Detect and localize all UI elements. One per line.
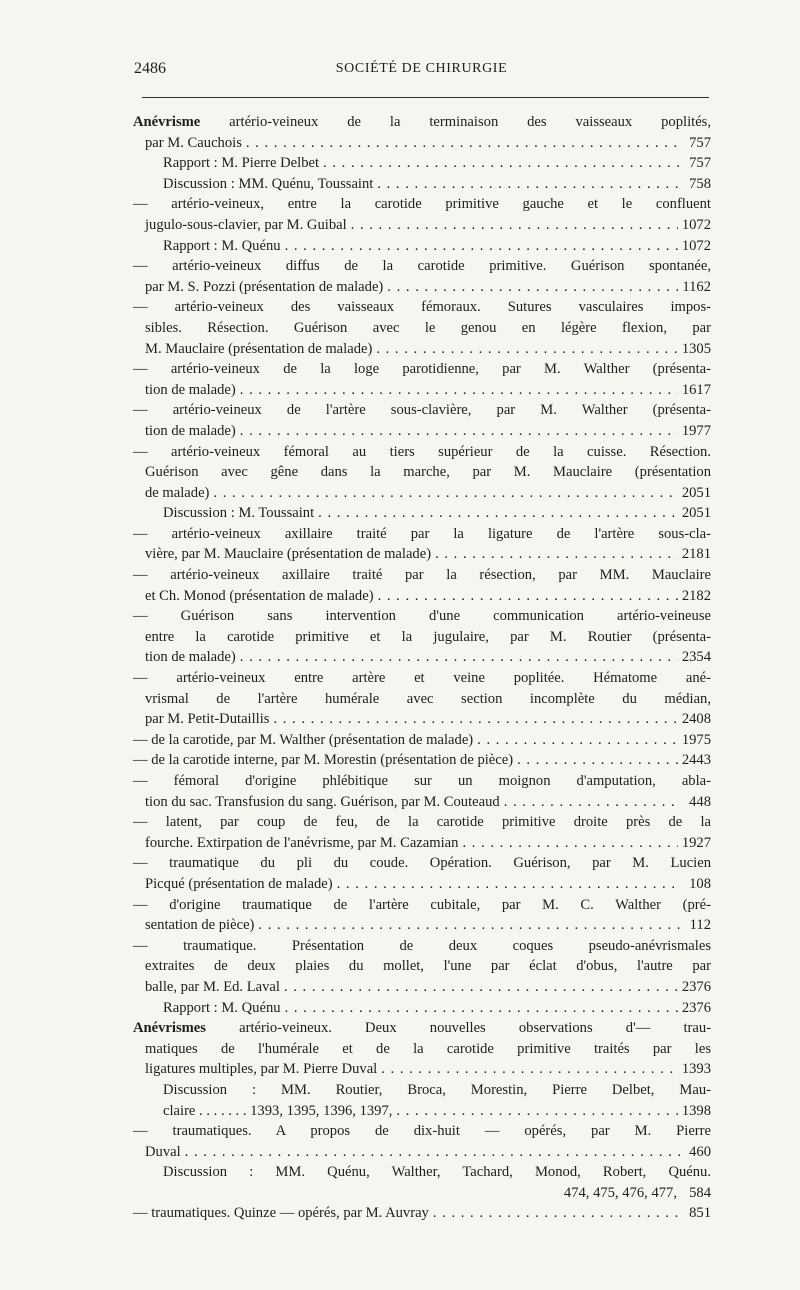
page-reference: 1398 xyxy=(681,1102,711,1119)
index-line xyxy=(133,339,711,360)
dot-leader xyxy=(284,977,678,998)
entry-text: — artério-veineux de la loge parotidienne, par M. Walther (présenta- xyxy=(133,361,711,378)
dot-leader xyxy=(213,483,677,504)
index-entry xyxy=(133,1203,711,1224)
index-line xyxy=(133,318,711,339)
dot-leader xyxy=(462,833,677,854)
index-line xyxy=(133,215,711,236)
entry-text: — traumatiques. Quinze — opérés, par M. Auvray xyxy=(133,1205,429,1222)
index-list xyxy=(133,112,711,1224)
running-title: SOCIÉTÉ DE CHIRURGIE xyxy=(335,61,508,76)
index-entry xyxy=(133,400,711,441)
index-line xyxy=(133,586,711,607)
entry-text: — artério-veineux axillaire traité par la ligature de l'artère sous-cla- xyxy=(133,525,711,542)
page-reference: 2408 xyxy=(681,711,711,728)
index-line xyxy=(133,133,711,154)
index-entry xyxy=(133,565,711,606)
index-line xyxy=(133,359,711,380)
index-line xyxy=(133,709,711,730)
page-reference: 2051 xyxy=(681,484,711,501)
index-entry xyxy=(133,606,711,668)
dot-leader xyxy=(433,1203,681,1224)
page-reference: 1975 xyxy=(681,731,711,748)
entry-text: Discussion : MM. Quénu, Toussaint xyxy=(163,175,374,192)
index-line xyxy=(133,647,711,668)
dot-leader xyxy=(435,544,678,565)
index-line xyxy=(133,853,711,874)
page-reference: 2181 xyxy=(681,546,711,563)
index-line xyxy=(133,606,711,627)
dot-leader xyxy=(258,915,681,936)
index-entry xyxy=(133,853,711,894)
index-line xyxy=(133,256,711,277)
page-reference: 108 xyxy=(689,875,711,892)
entry-text: par M. Cauchois xyxy=(145,134,242,151)
page-reference: 1305 xyxy=(681,340,711,357)
entry-text: fourche. Extirpation de l'anévrisme, par M. Cazamian xyxy=(145,834,459,851)
dot-leader xyxy=(285,236,678,257)
index-line xyxy=(133,1203,711,1224)
entry-text: Picqué (présentation de malade) xyxy=(145,875,333,892)
entry-text: claire . . . . . . . 1393, 1395, 1396, 1397, xyxy=(163,1102,393,1119)
entry-text: — artério-veineux entre artère et veine poplitée. Hématome ané- xyxy=(133,670,711,687)
index-line xyxy=(133,462,711,483)
index-line xyxy=(133,689,711,710)
entry-text: vrismal de l'artère humérale avec section incomplète du médian, xyxy=(145,690,711,707)
entry-text: de malade) xyxy=(145,484,210,501)
index-line xyxy=(133,936,711,957)
dot-leader xyxy=(396,1101,677,1122)
index-line xyxy=(163,1101,711,1122)
index-entry xyxy=(133,524,711,565)
page-reference: 2376 xyxy=(681,978,711,995)
index-line xyxy=(133,730,711,751)
entry-text: tion du sac. Transfusion du sang. Guérison, par M. Couteaud xyxy=(145,793,500,810)
index-line xyxy=(163,153,711,174)
index-line xyxy=(133,915,711,936)
index-line xyxy=(133,1121,711,1142)
index-entry xyxy=(133,895,711,936)
index-line xyxy=(133,421,711,442)
page-reference: 757 xyxy=(689,134,711,151)
page-reference: 2443 xyxy=(681,752,711,769)
index-line xyxy=(133,956,711,977)
index-line xyxy=(133,874,711,895)
dot-leader xyxy=(285,998,678,1019)
index-line xyxy=(133,750,711,771)
dot-leader xyxy=(387,277,678,298)
index-line xyxy=(133,833,711,854)
entry-text: matiques de l'humérale et de la carotide primitive traités par les xyxy=(145,1040,711,1057)
index-line xyxy=(133,792,711,813)
entry-text: — d'origine traumatique de l'artère cubitale, par M. C. Walther (pré- xyxy=(133,896,711,913)
index-line xyxy=(133,812,711,833)
dot-leader xyxy=(318,503,678,524)
index-entry xyxy=(133,174,711,195)
page-reference: 1072 xyxy=(681,237,711,254)
index-line xyxy=(133,771,711,792)
entry-text: Rapport : M. Quénu xyxy=(163,237,281,254)
entry-text: — Guérison sans intervention d'une communication artério-veineuse xyxy=(133,608,711,625)
index-entry xyxy=(133,236,711,257)
index-line xyxy=(133,400,711,421)
index-line xyxy=(133,895,711,916)
entry-text: — de la carotide interne, par M. Morestin (présentation de pièce) xyxy=(133,752,514,769)
page-reference: 1927 xyxy=(681,834,711,851)
index-line xyxy=(133,297,711,318)
index-entry xyxy=(133,771,711,812)
index-line xyxy=(133,977,711,998)
page-reference: 448 xyxy=(689,793,711,810)
page-reference: 757 xyxy=(689,155,711,172)
page-reference: 2182 xyxy=(681,587,711,604)
page-reference: 758 xyxy=(689,175,711,192)
index-line xyxy=(163,1183,711,1204)
entry-text: M. Mauclaire (présentation de malade) xyxy=(145,340,373,357)
page-reference: 1393 xyxy=(681,1061,711,1078)
dot-leader xyxy=(240,380,678,401)
index-line xyxy=(133,380,711,401)
entry-text: ligatures multiples, par M. Pierre Duval xyxy=(145,1061,378,1078)
entry-text: — artério-veineux diffus de la carotide primitive. Guérison spontanée, xyxy=(133,258,711,275)
index-line xyxy=(163,1162,711,1183)
dot-leader xyxy=(504,792,681,813)
page-reference: 1072 xyxy=(681,216,711,233)
entry-text: Rapport : M. Quénu xyxy=(163,999,281,1016)
index-entry xyxy=(133,153,711,174)
page-reference: 584 xyxy=(689,1184,711,1201)
dot-leader xyxy=(337,874,681,895)
index-entry xyxy=(133,998,711,1019)
page-reference: 2051 xyxy=(681,505,711,522)
index-line xyxy=(133,194,711,215)
dot-leader xyxy=(376,339,677,360)
index-entry xyxy=(133,194,711,235)
entry-text: — artério-veineux axillaire traité par la résection, par MM. Mauclaire xyxy=(133,567,711,584)
header-rule xyxy=(142,97,709,98)
dot-leader xyxy=(323,153,681,174)
dot-leader xyxy=(477,730,678,751)
entry-text: — de la carotide, par M. Walther (présentation de malade) xyxy=(133,731,474,748)
entry-text: extraites de deux plaies du mollet, l'une par éclat d'obus, l'autre par xyxy=(145,958,711,975)
entry-text: Anévrisme artério-veineux de la terminaison des vaisseaux poplités, xyxy=(133,114,711,130)
index-line xyxy=(133,627,711,648)
index-line xyxy=(133,544,711,565)
page-reference: 1617 xyxy=(681,381,711,398)
index-line xyxy=(163,503,711,524)
dot-leader xyxy=(185,1142,681,1163)
index-entry xyxy=(133,812,711,853)
dot-leader xyxy=(246,133,681,154)
entry-text: Duval xyxy=(145,1143,181,1160)
index-entry xyxy=(133,1018,711,1080)
entry-text: — traumatiques. A propos de dix-huit — opérés, par M. Pierre xyxy=(133,1123,711,1140)
index-line xyxy=(163,1080,711,1101)
index-line xyxy=(133,1142,711,1163)
page-reference: 2354 xyxy=(681,649,711,666)
entry-text: Guérison avec gêne dans la marche, par M. Mauclaire (présentation xyxy=(145,464,711,481)
index-line xyxy=(133,1039,711,1060)
entry-text: Discussion : MM. Quénu, Walther, Tachard, Monod, Robert, Quénu. xyxy=(163,1164,711,1181)
index-line xyxy=(133,483,711,504)
entry-text: — traumatique. Présentation de deux coques pseudo-anévrismales xyxy=(133,937,711,954)
index-line xyxy=(163,236,711,257)
entry-text: — artério-veineux de l'artère sous-clavière, par M. Walther (présenta- xyxy=(133,402,711,419)
entry-text: — latent, par coup de feu, de la carotide primitive droite près de la xyxy=(133,814,711,831)
page-number: 2486 xyxy=(134,60,166,77)
dot-leader xyxy=(240,421,678,442)
page-reference: 460 xyxy=(689,1143,711,1160)
index-entry xyxy=(133,936,711,998)
index-entry xyxy=(133,730,711,751)
entry-text: 474, 475, 476, 477, xyxy=(563,1184,677,1201)
index-line xyxy=(163,174,711,195)
entry-text: Discussion : M. Toussaint xyxy=(163,505,315,522)
entry-text: sibles. Résection. Guérison avec le genou en légère flexion, par xyxy=(145,319,711,336)
index-entry xyxy=(133,442,711,504)
dot-leader xyxy=(240,647,678,668)
index-entry xyxy=(133,503,711,524)
index-entry xyxy=(133,1162,711,1203)
page-reference: 2376 xyxy=(681,999,711,1016)
index-entry xyxy=(133,297,711,359)
entry-text: tion de malade) xyxy=(145,381,236,398)
entry-text: par M. Petit-Dutaillis xyxy=(145,711,270,728)
dot-leader xyxy=(351,215,678,236)
index-line xyxy=(133,277,711,298)
index-line xyxy=(133,565,711,586)
entry-text: balle, par M. Ed. Laval xyxy=(145,978,280,995)
index-line xyxy=(163,998,711,1019)
entry-text: jugulo-sous-clavier, par M. Guibal xyxy=(145,216,347,233)
index-entry xyxy=(133,359,711,400)
page-reference: 112 xyxy=(689,917,711,934)
index-line xyxy=(133,112,711,133)
entry-text: — artério-veineux, entre la carotide primitive gauche et le confluent xyxy=(133,196,711,213)
entry-text: tion de malade) xyxy=(145,649,236,666)
index-entry xyxy=(133,1080,711,1121)
entry-text: et Ch. Monod (présentation de malade) xyxy=(145,587,374,604)
page-header xyxy=(134,60,709,82)
index-entry xyxy=(133,112,711,153)
page-reference: 851 xyxy=(689,1205,711,1222)
entry-text: tion de malade) xyxy=(145,422,236,439)
entry-text: sentation de pièce) xyxy=(145,917,255,934)
index-line xyxy=(133,442,711,463)
entry-text: — artério-veineux fémoral au tiers supérieur de la cuisse. Résection. xyxy=(133,443,711,460)
entry-text: Rapport : M. Pierre Delbet xyxy=(163,155,320,172)
index-entry xyxy=(133,1121,711,1162)
dot-leader xyxy=(517,750,678,771)
index-line xyxy=(133,524,711,545)
entry-text: — fémoral d'origine phlébitique sur un moignon d'amputation, abla- xyxy=(133,773,711,789)
entry-text: entre la carotide primitive et la jugulaire, par M. Routier (présenta- xyxy=(145,628,711,645)
index-entry xyxy=(133,668,711,730)
dot-leader xyxy=(381,1059,678,1080)
index-entry xyxy=(133,256,711,297)
entry-text: — artério-veineux des vaisseaux fémoraux. Sutures vasculaires impos- xyxy=(133,299,711,316)
page-reference: 1162 xyxy=(682,278,711,295)
entry-text: vière, par M. Mauclaire (présentation de malade) xyxy=(145,546,432,563)
index-entry xyxy=(133,750,711,771)
dot-leader xyxy=(273,709,677,730)
dot-leader xyxy=(377,174,681,195)
index-line xyxy=(133,1018,711,1039)
index-line xyxy=(133,668,711,689)
dot-leader xyxy=(378,586,678,607)
index-line xyxy=(133,1059,711,1080)
entry-text: par M. S. Pozzi (présentation de malade) xyxy=(145,278,384,295)
entry-text: — traumatique du pli du coude. Opération. Guérison, par M. Lucien xyxy=(133,855,711,872)
page-reference: 1977 xyxy=(681,422,711,439)
entry-text: Anévrismes artério-veineux. Deux nouvelles observations d'— trau- xyxy=(133,1020,711,1037)
entry-text: Discussion : MM. Routier, Broca, Morestin, Pierre Delbet, Mau- xyxy=(163,1081,711,1098)
